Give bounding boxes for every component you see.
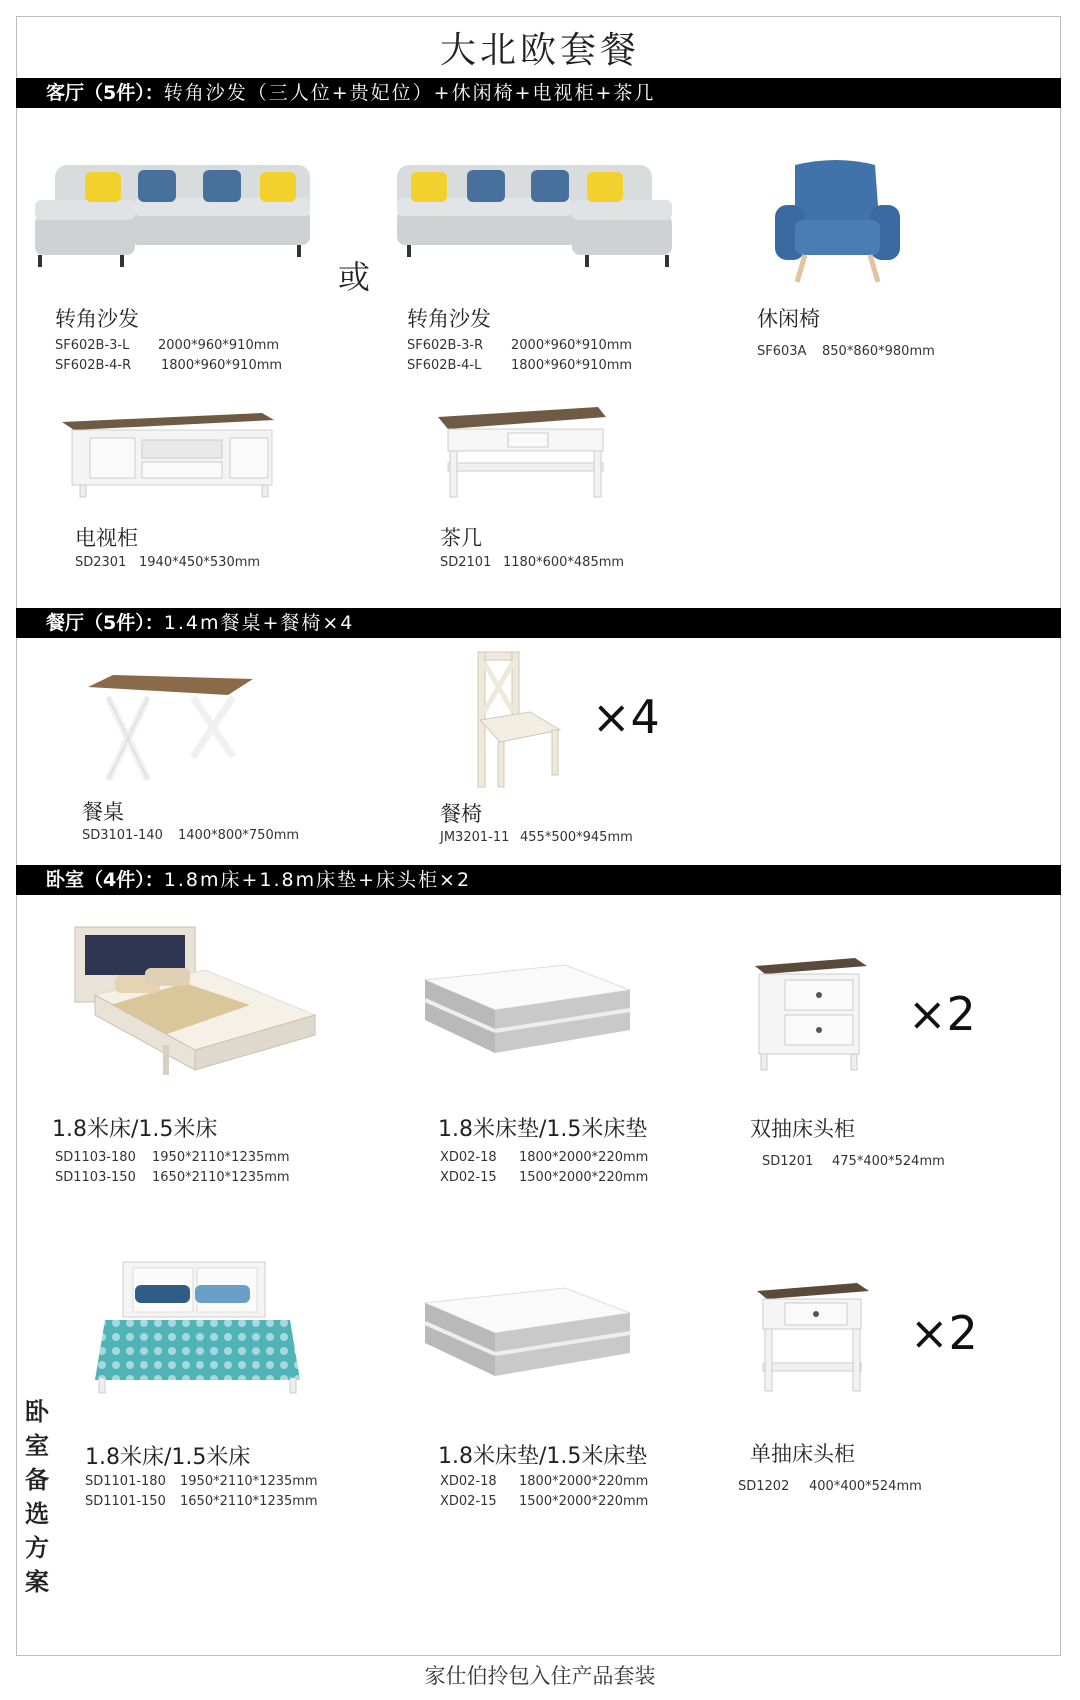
spec-code: SF602B-3-L [55, 338, 130, 353]
dining-chair-specs [440, 828, 660, 848]
dining-chair-multiplier: ×4 [592, 690, 660, 744]
lounge-chair-name: 休闲椅 [757, 307, 820, 331]
spec-dim: 1500*2000*220mm [519, 1170, 649, 1185]
alt-bed-image [95, 1260, 305, 1395]
spec-dim: 475*400*524mm [832, 1154, 945, 1169]
spec-row [440, 1148, 660, 1168]
spec-code: SF603A [757, 344, 807, 359]
page-title: 大北欧套餐 [439, 30, 640, 71]
nightstand-single-drawer-image [757, 1283, 872, 1393]
footer-caption: 家仕伯拎包入住产品套装 [424, 1664, 656, 1688]
spec-dim: 1400*800*750mm [178, 828, 300, 843]
alt-nightstand-multiplier: ×2 [910, 1306, 978, 1360]
dining-chair-name: 餐椅 [440, 802, 482, 826]
spec-row [55, 336, 295, 356]
dining-chair-image [470, 650, 565, 790]
spec-row [440, 1168, 660, 1188]
lounge-chair-specs [757, 342, 957, 362]
spec-row [85, 1472, 325, 1492]
tv-cabinet-specs [75, 553, 295, 573]
spec-row [407, 356, 647, 376]
spec-dim: 1800*2000*220mm [519, 1150, 649, 1165]
spec-row [762, 1152, 962, 1172]
section-living-head: 客厅（5件）： [46, 82, 164, 104]
dining-table-name: 餐桌 [82, 800, 124, 824]
mattress-specs [440, 1148, 660, 1188]
spec-code: SD1103-180 [55, 1150, 136, 1165]
spec-code: SD2101 [440, 555, 492, 570]
spec-dim: 1180*600*485mm [503, 555, 625, 570]
spec-code: SF602B-3-R [407, 338, 484, 353]
alt-mattress-image [425, 1288, 635, 1378]
spec-code: XD02-15 [440, 1170, 497, 1185]
spec-dim: 2000*960*910mm [158, 338, 280, 353]
spec-code: XD02-18 [440, 1474, 497, 1489]
spec-row [738, 1477, 938, 1497]
bed-specs [55, 1148, 295, 1188]
tv-cabinet-name: 电视柜 [75, 526, 138, 550]
spec-dim: 1500*2000*220mm [519, 1494, 649, 1509]
spec-row [75, 553, 295, 573]
or-label: 或 [338, 258, 371, 296]
spec-dim: 850*860*980mm [822, 344, 935, 359]
mattress-image [425, 965, 635, 1055]
spec-row [757, 342, 957, 362]
section-bedroom-rest: 1.8m床+1.8m床垫+床头柜×2 [163, 869, 472, 891]
sofa-left-specs [55, 336, 295, 376]
spec-dim: 400*400*524mm [809, 1479, 922, 1494]
spec-code: SF602B-4-L [407, 358, 482, 373]
section-dining-rest: 1.4m餐桌+餐椅×4 [163, 612, 355, 634]
dining-table-image [88, 675, 253, 785]
spec-row [440, 828, 660, 848]
spec-row [82, 826, 302, 846]
spec-row [55, 356, 295, 376]
spec-code: XD02-15 [440, 1494, 497, 1509]
spec-code: SD1101-150 [85, 1494, 166, 1509]
spec-dim: 1940*450*530mm [139, 555, 261, 570]
nightstand-multiplier: ×2 [908, 987, 976, 1041]
section-bar-dining [16, 608, 1061, 638]
section-bar-bedroom [16, 865, 1061, 895]
corner-sofa-left-image [35, 160, 315, 270]
spec-code: SD3101-140 [82, 828, 163, 843]
nightstand-specs [762, 1152, 962, 1172]
spec-code: XD02-18 [440, 1150, 497, 1165]
spec-dim: 2000*960*910mm [511, 338, 633, 353]
tv-cabinet-image [62, 410, 277, 500]
spec-row [440, 1492, 660, 1512]
section-bedroom-head: 卧室（4件）： [46, 869, 164, 891]
spec-row [85, 1492, 325, 1512]
sofa-left-name: 转角沙发 [55, 307, 139, 331]
spec-dim: 1650*2110*1235mm [152, 1170, 290, 1185]
alt-nightstand-name: 单抽床头柜 [750, 1442, 855, 1466]
spec-code: JM3201-11 [440, 830, 510, 845]
alt-bed-specs [85, 1472, 325, 1512]
spec-code: SD1101-180 [85, 1474, 166, 1489]
mattress-name: 1.8米床垫/1.5米床垫 [438, 1117, 648, 1142]
spec-dim: 1950*2110*1235mm [180, 1474, 318, 1489]
sofa-right-name: 转角沙发 [407, 307, 491, 331]
spec-row [55, 1148, 295, 1168]
spec-row [440, 1472, 660, 1492]
lounge-chair-image [775, 160, 900, 285]
spec-dim: 1800*960*910mm [161, 358, 283, 373]
spec-dim: 1800*960*910mm [511, 358, 633, 373]
spec-code: SD1201 [762, 1154, 814, 1169]
section-dining-head: 餐厅（5件）： [46, 612, 164, 634]
sofa-right-specs [407, 336, 647, 376]
bed-image [75, 925, 320, 1080]
spec-code: SD1202 [738, 1479, 790, 1494]
alt-mattress-name: 1.8米床垫/1.5米床垫 [438, 1444, 648, 1469]
dining-table-specs [82, 826, 302, 846]
alt-mattress-specs [440, 1472, 660, 1512]
spec-dim: 1950*2110*1235mm [152, 1150, 290, 1165]
tea-table-specs [440, 553, 660, 573]
bed-name: 1.8米床/1.5米床 [52, 1117, 218, 1142]
spec-dim: 1650*2110*1235mm [180, 1494, 318, 1509]
tea-table-image [438, 405, 608, 500]
spec-dim: 455*500*945mm [520, 830, 633, 845]
section-living-rest: 转角沙发（三人位+贵妃位）+休闲椅+电视柜+茶几 [163, 82, 656, 104]
alt-bed-name: 1.8米床/1.5米床 [85, 1445, 251, 1470]
spec-row [440, 553, 660, 573]
spec-code: SF602B-4-R [55, 358, 132, 373]
alt-nightstand-specs [738, 1477, 938, 1497]
spec-dim: 1800*2000*220mm [519, 1474, 649, 1489]
spec-row [407, 336, 647, 356]
tea-table-name: 茶几 [440, 526, 482, 550]
alt-bedroom-vertical-label: 卧室备选方案 [25, 1398, 49, 1596]
spec-code: SD2301 [75, 555, 127, 570]
nightstand-name: 双抽床头柜 [750, 1117, 855, 1141]
spec-row [55, 1168, 295, 1188]
spec-code: SD1103-150 [55, 1170, 136, 1185]
nightstand-two-drawer-image [755, 958, 870, 1073]
section-bar-living [16, 78, 1061, 108]
corner-sofa-right-image [397, 160, 677, 270]
